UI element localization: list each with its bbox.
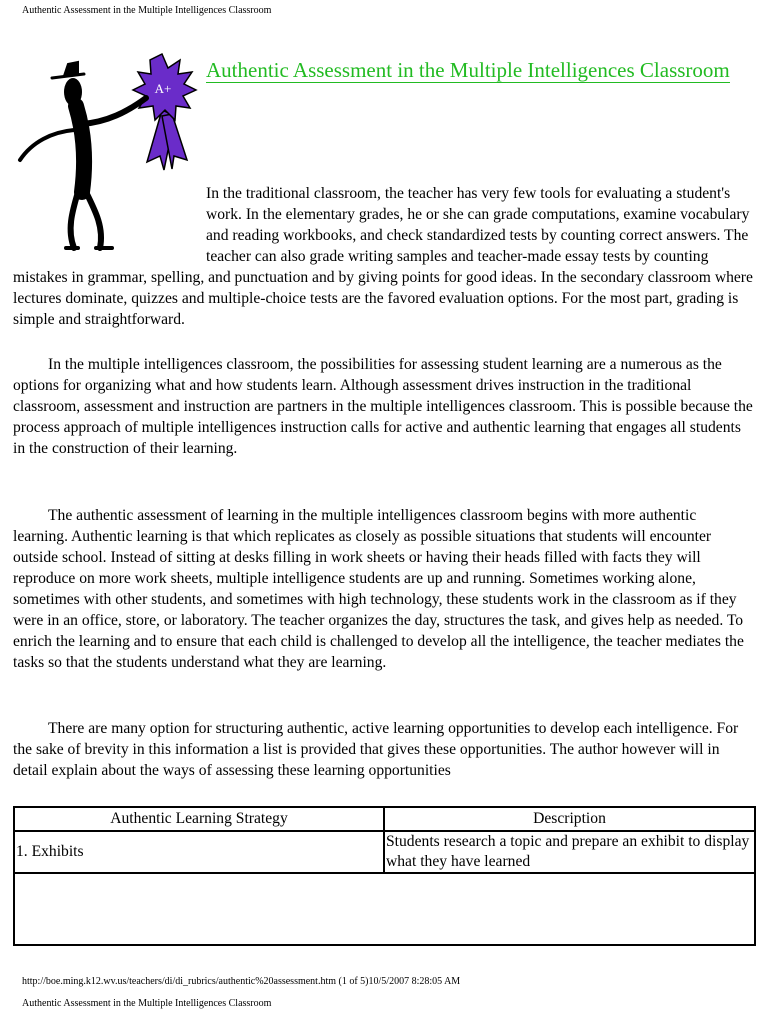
page-title: Authentic Assessment in the Multiple Intelligences Classroom [206, 58, 730, 82]
footer-url: http://boe.ming.k12.wv.us/teachers/di/di_rubrics/authentic%20assessment.htm (1 of 5)10/5/2007 8:28:05 AM [22, 976, 461, 987]
page-header-title-next: Authentic Assessment in the Multiple Intelligences Classroom [22, 998, 272, 1009]
award-ribbon-icon [133, 54, 196, 170]
table-cell-description: Students research a topic and prepare an exhibit to display what they have learned [384, 831, 755, 873]
page-header-title: Authentic Assessment in the Multiple Intelligences Classroom [22, 5, 272, 16]
table-cell-empty [14, 873, 755, 945]
paragraph-2: In the multiple intelligences classroom, the possibilities for assessing student learning are a numerous as the options for organizing what and how students learn. Although assessment drives instruction in the traditional classroom, assessment and instruction are partners in the multiple intelligences classroom. This is possible because the process approach of multiple intelligences instruction calls for active and authentic learning that engages all students in the construction of their learning. [13, 356, 753, 457]
table-header-description: Description [384, 807, 755, 831]
paragraph-1: In the traditional classroom, the teacher has very few tools for evaluating a student's work. In the elementary grades, he or she can grade computations, examine vocabulary and reading workbooks, and check standardized tests by counting correct answers. The teacher can also grade writing samples and teacher-made essay tests by counting mistakes in grammar, spelling, and punctuation and by giving points for good ideas. In the secondary classroom where lectures dominate, quizzes and multiple-choice tests are the favored evaluation options. For the most part, grading is simple and straightforward. [13, 185, 753, 328]
table-row [14, 831, 755, 873]
paragraph-4: There are many option for structuring authentic, active learning opportunities to develop each intelligence. For the sake of brevity in this information a list is provided that gives these opportunities. The author however will in detail explain about the ways of assessing these learning opportunities [13, 720, 739, 779]
table-header-strategy: Authentic Learning Strategy [14, 807, 384, 831]
ribbon-grade-text: A+ [154, 81, 172, 96]
table-row-empty [14, 873, 755, 945]
strategy-table [13, 806, 756, 946]
paragraph-3: The authentic assessment of learning in the multiple intelligences classroom begins with more authentic learning. Authentic learning is that which replicates as closely as possible situations that students will encounter outside school. Instead of sitting at desks filling in work sheets or having their heads filled with facts they will reproduce on more work sheets, multiple intelligence students are up and running. Sometimes working alone, sometimes with other students, and sometimes with high technology, these students work in the classroom as if they were in an office, store, or laboratory. The teacher organizes the day, structures the task, and gives help as needed. To enrich the learning and to ensure that each child is challenged to develop all the intelligence, the teacher mediates the tasks so that the students understand what they are learning. [13, 507, 744, 671]
table-cell-strategy: 1. Exhibits [14, 831, 384, 873]
table-header-row [14, 807, 755, 831]
